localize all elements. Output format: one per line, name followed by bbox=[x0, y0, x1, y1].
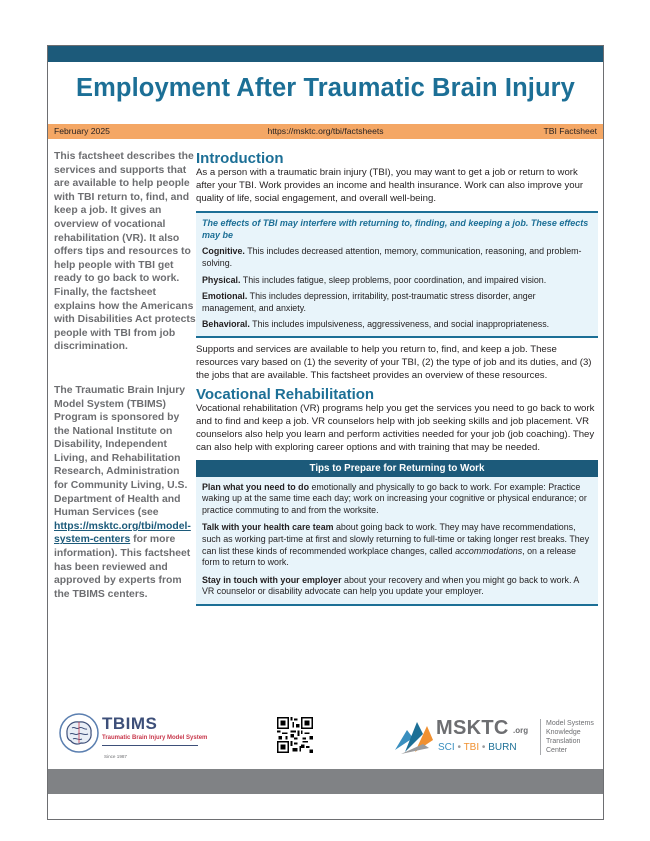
tips-body bbox=[196, 477, 598, 604]
tbims-logo[interactable] bbox=[58, 712, 208, 768]
sidebar-summary: This factsheet describes the services and supports that are available to help people with TBI return to, find, and keep a job. It gives an overview of vocational rehabilitation (VR). It also offers tips and resources to help people with TBI get ready to go back to work. Finally, the factsheet explains how the Americans with Disabilities Act protects people with TBI from job discrimination. bbox=[54, 151, 196, 353]
tbims-subtitle: Traumatic Brain Injury Model System bbox=[102, 735, 208, 741]
factsheet-page bbox=[47, 45, 604, 820]
tip-item: Plan what you need to do emotionally and physically to go back to work. For example: Practice waking up at the same time each day; work on increasing your cognitive or physical endurance; or practice commuting to and from the worksite. bbox=[202, 481, 587, 515]
vocational-heading: Vocational Rehabilitation bbox=[196, 386, 375, 404]
footer bbox=[48, 706, 603, 794]
sidebar bbox=[54, 150, 196, 601]
meta-bar bbox=[48, 124, 603, 139]
publish-date: February 2025 bbox=[54, 126, 110, 136]
msktc-org: .org bbox=[513, 726, 529, 735]
introduction-paragraph: As a person with a traumatic brain injury (TBI), you may want to get a job or return to work after your TBI. Work provides an income and health insurance. Work can also improve your quality of life, social engagement, and overall well-being. bbox=[196, 167, 584, 204]
effect-item: Behavioral. This includes impulsiveness, aggressiveness, and social inappropriateness. bbox=[202, 319, 550, 330]
effect-item: Physical. This includes fatigue, sleep problems, poor coordination, and impaired vision. bbox=[202, 274, 547, 285]
msktc-wordmark: MSKTC bbox=[436, 717, 509, 739]
tips-heading: Tips to Prepare for Returning to Work bbox=[196, 460, 598, 477]
effect-item: Cognitive. This includes decreased attention, memory, communication, reasoning, and problem-solving. bbox=[202, 246, 582, 268]
sidebar-sponsor bbox=[54, 384, 196, 602]
model-system-centers-link[interactable]: https://msktc.org/tbi/model-system-centers bbox=[54, 520, 191, 546]
vocational-paragraph: Vocational rehabilitation (VR) programs help you get the services you need to go back to work and to find and keep a job. VR counselors help with job seeking skills and job placement. VR counselors also help you learn and perform activities needed for your job (job coaching). They can also help with exploring career options and with training that may be needed. bbox=[196, 403, 595, 453]
tbims-since: Since 1987 bbox=[104, 754, 127, 759]
qr-code-icon[interactable] bbox=[277, 717, 313, 753]
introduction-heading: Introduction bbox=[196, 150, 284, 167]
effects-lead: The effects of TBI may interfere with returning to, finding, and keeping a job. These effects may be bbox=[202, 218, 589, 240]
msktc-logo[interactable] bbox=[393, 716, 599, 760]
tbims-rule bbox=[102, 745, 198, 746]
bottom-color-bar bbox=[48, 769, 603, 794]
msktc-description: Model Systems Knowledge Translation Center bbox=[546, 720, 594, 754]
factsheets-url[interactable]: https://msktc.org/tbi/factsheets bbox=[267, 126, 384, 136]
tbi-effects-box bbox=[196, 211, 598, 338]
top-color-bar bbox=[48, 46, 603, 62]
tip-item: Stay in touch with your employer about your recovery and when you might go back to work. A VR counselor or disability advocate can help you update your employer. bbox=[202, 574, 579, 597]
msktc-divider bbox=[540, 719, 541, 755]
sponsor-text-before: The Traumatic Brain Injury Model System (TBIMS) Program is sponsored by the National Institute on Disability, Independent Living, and Rehabilitation Research, Administration for Community Living, U.S. Department of Health and Human Services (see bbox=[54, 384, 188, 519]
document-type: TBI Factsheet bbox=[543, 126, 597, 136]
sponsor-text-after: for more information). This factsheet has been reviewed and approved by experts from the TBIMS centers. bbox=[54, 534, 191, 600]
brain-icon bbox=[58, 712, 100, 754]
msktc-mark-icon bbox=[393, 716, 435, 756]
main-content bbox=[196, 150, 598, 606]
tip-item: Talk with your health care team about going back to work. They may have recommendations, such as working part-time at first and slowly returning to full-time or taking longer rest breaks. They can list these kinds of recommended workplace changes, called accommodations, on a release form to return to work. bbox=[202, 522, 590, 568]
effect-item: Emotional. This includes depression, irritability, post-traumatic stress disorder, anger management, and anxiety. bbox=[202, 291, 536, 313]
supports-paragraph: Supports and services are available to help you return to, find, and keep a job. These resources vary based on (1) the severity of your TBI, (2) the type of job and its duties, and (3) the jobs that are available. This factsheet provides an overview of these resources. bbox=[196, 343, 592, 381]
page-title: Employment After Traumatic Brain Injury bbox=[76, 74, 575, 102]
tbims-wordmark: TBIMS bbox=[102, 714, 158, 733]
msktc-tags: SCI • TBI • BURN bbox=[438, 742, 517, 753]
tips-box bbox=[196, 460, 598, 606]
